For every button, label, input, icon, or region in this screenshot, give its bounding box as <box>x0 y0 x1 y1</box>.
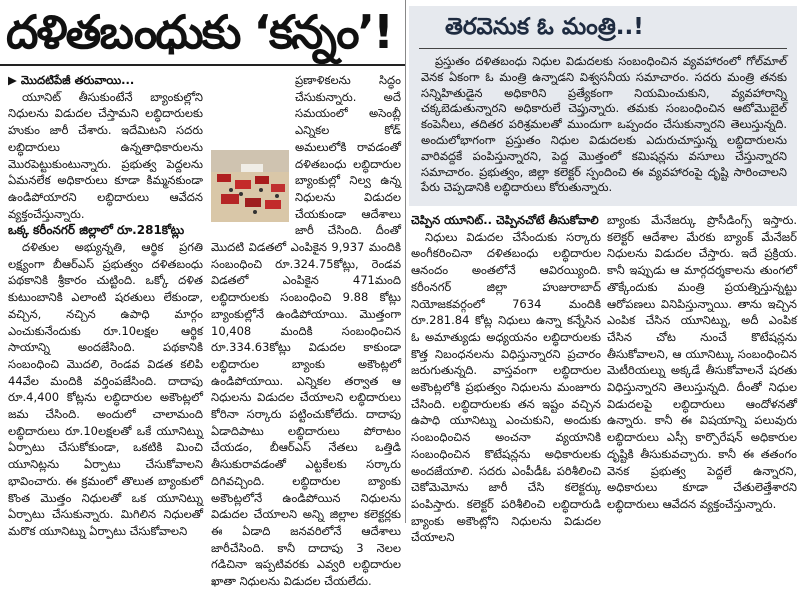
story-paragraph: ప్రస్తుతం దళితబంధు నిధుల విడుదలకు సంబంధించిన వ్యవహారంలో గోల్‌మాల్ వెనక ఏకంగా ఓ మంత్రి ఉన్నాడని విశ్వసనీయ సమాచారం. సదరు మంత్రి తనకు సన్నిహితుడైన అధికారిని ప్రత్యేకంగా నియమించుకుని, వ్యవహారాన్ని చక్కబెడుతున్నారని అధికారులే చెప్తున్నారు. తమకు సంబంధించిన ఆటోమొబైల్ కంపెనీలు, తదితర పరిశ్రమలతో ముందుగా ఒప్పందం చేసుకున్నారని తెలుస్తున్నది. అందులోభాగంగా ప్రస్తుతం నిధుల విడుదలకు ఎదురుచూస్తున్న లబ్ధిదారులను వారివద్దకే పంపిస్తున్నారని, పెద్ద మొత్తంలో కమిషన్లను వసూలు చేస్తున్నారని సమాచారం. ప్రభుత్వం, జిల్లా కలెక్టర్ స్పందించి ఈ వ్యవహారంపై దృష్టి సారించాలని పేరు చెప్పడానికి లబ్ధిదారులు కోరుతున్నారు. <box>421 54 787 195</box>
headline: దళితబంధుకు ‘కన్నం’! <box>6 5 392 59</box>
sidebar-subheading: చెప్పిన యూనిట్.. చెప్పినచోటే తీసుకోవాలి <box>411 213 599 227</box>
sidebar-column-1 <box>411 212 601 545</box>
story-paragraph: దళితుల అభ్యున్నతి, ఆర్థిక ప్రగతి లక్ష్యంగా బీఆర్ఎస్ ప్రభుత్వం దళితబంధు పథకానికి శ్రీకారం చుట్టింది. ఒక్కో దళిత కుటుంబానికి ఎలాంటి షరతులు లేకుండా, వచ్చిన, నచ్చిన ఉపాధి మార్గం ఎంచుకునేందుకు రూ.10లక్షల ఆర్థిక సాయాన్ని అందజేసింది. పథకానికి సంబంధించి మొదలి, రెండవ విడత కలిపి 44వేల మందికి వర్తింపజేసింది. దాదాపు రూ.4,400 కోట్లను లబ్ధిదారుల అకౌంట్లలో జమ చేసింది. అందులో చాలామంది లబ్ధిదారులు రూ.10లక్షలతో ఒకే యూనిట్ను ఏర్పాటు చేసుకోకుండా, ఒకటికి మించి యూనిట్లను ఏర్పాటు చేసుకోవాలని భావించారు. ఈ క్రమంలో తొలుత బ్యాంకులో కొంత మొత్తం నిధులతో ఒక యూనిట్ను ఏర్పాటు చేసుకున్నారు. మిగిలిన నిధులతో మరొక యూనిట్ను ఏర్పాటు చేసుకోవాలని <box>8 240 203 538</box>
sidebar-story <box>409 0 800 545</box>
sidebar-title: తెరవెనుక ఓ మంత్రి..! <box>445 14 644 40</box>
crowd-photo-icon <box>211 150 289 222</box>
news-photo <box>211 150 289 222</box>
story-paragraph: యూనిట్ తీసుకుంటేనే బ్యాంకుల్లోని నిధులను విడుదల చేస్తామని లబ్ధిదారులకు హుకుం జారీ చేశారు. ఇదేమిటని సదరు లబ్ధిదారులు ఉన్నతాధికారులను మొరపెట్టుకుంటున్నారు. ప్రభుత్వ పెద్దలను ఏమనలేక అధికారులు కూడా కిమ్మనకుండా ఉండిపోయారని లబ్ధిదారులు ఆవేదన వ్యక్తంచేస్తున్నారు. <box>8 89 203 221</box>
main-story-column-1 <box>8 72 203 538</box>
sidebar-intro <box>421 54 787 204</box>
headline-rule <box>0 64 405 66</box>
main-story-column-2 <box>211 72 401 589</box>
subheading: ఒక్క కరీంనగర్ జిల్లాలో రూ.281కోట్లు <box>8 223 185 238</box>
sidebar-title-rule <box>419 48 787 49</box>
story-paragraph: నిధులు విడుదల చేసేందుకు సర్కారు అంగీకరించినా దళితబంధు లబ్ధిదారుల ఆనందం అంతలోనే ఆవిరయ్యింది. కరీంనగర్ జిల్లా హుజురాబాద్ నియోజకవర్గంలో 7634 మందికి రూ.281.84 కోట్ల నిధులు ఉన్నా కన్నేసిన ఓ అమాత్యుడు అధ్యయనం లబ్ధిదారులకు కొత్త నిబంధనలను విధిస్తున్నారని ప్రచారం జరుగుతున్నది. వాస్తవంగా లబ్ధిదారుల అకౌంట్లలోకి ప్రభుత్వం నిధులను మంజూరు చేసింది. లబ్ధిదారులకు తన ఇష్టం వచ్చిన ఉపాధి యూనిట్ను ఎంచుకుని, అందుకు సంబంధించిన అంచనా వ్యయానికి సంబంధించిన కొటేషన్లను అధికారులకు అందజేయాలి. సదరు ఎంపీడీఓ పరిశీలించి చెకోమెమోను జారీ చేసి కలెక్టర్కు పంపిస్తారు. కలెక్టర్ పరిశీలించి లబ్ధిదారుడి బ్యాంకు అకౌంట్లోని నిధులను విడుదల చేయాలని <box>411 229 601 545</box>
continued-from-front-page: ▶ మొదటిపేజీ తరువాయి... <box>8 73 135 87</box>
story-paragraph: బ్యాంకు మేనేజర్కు ప్రొసీడింగ్స్ ఇస్తారు. కలెక్టర్ ఆదేశాల మేరకు బ్యాంక్ మేనేజర్ నిధులను విడుదల చేస్తారు. ఇదే ప్రక్రియ. కానీ ఇప్పుడు ఆ మార్గదర్శకాలను తుంగలో తొక్కేందుకు మంత్రి ప్రయత్నిస్తున్నట్టు ఆరోపణలు వినిపిస్తున్నాయి. తాను ఇచ్చిన ఎంపిక చేసిన యూనిట్ను, అదీ ఎంపిక చేసిన చోట నుంచే కొటేషన్లను తీసుకోవాలని, ఆ యూనిట్కు సంబంధించిన మెటీరియల్ను అక్కడే తీసుకోవాలనే షరతు విధిస్తున్నారని తెలుస్తున్నది. దీంతో నిధుల విడుదలపై లబ్ధిదారులు ఆందోళనతో ఉన్నారు. కానీ ఈ విషయాన్ని పలువురు లబ్ధిదారులు ఎస్సీ కార్పొరేషన్ అధికారుల దృష్టికి తీసుకువచ్చారు. కానీ ఈ తతంగం వెనక ప్రభుత్వ పెద్దలే ఉన్నారని, అధికారులు కూడా చేతులెత్తేశారని లబ్ధిదారులు ఆవేదన వ్యక్తంచేస్తున్నారు. <box>607 213 797 511</box>
sidebar-column-2 <box>607 212 797 522</box>
column-divider <box>405 0 406 523</box>
sidebar-box <box>409 6 797 206</box>
story-paragraph: ప్రణాళికలను సిద్ధం చేసుకున్నారు. అదే సమయంలో అసెంబ్లీ ఎన్నికల కోడ్ అమలులోకి రావడంతో దళితబంధు లబ్ధిదారుల బ్యాంకుల్లో నిల్వ ఉన్న నిధులను విడుదల చేయకుండా ఆదేశాలు జారీ చేసింది. దీంతో మొదటి విడతలో ఎంపికైన 9,937 మందికి సంబంధించి రూ.324.75కోట్లు, రెండవ విడతలో ఎంపికైన 471మంది లబ్ధిదారులకు సంబంధించి 9.88 కోట్లు బ్యాంకుల్లోనే ఉండిపోయాయి. మొత్తంగా 10,408 మందికి సంబంధించిన రూ.334.63కోట్లు విడుదల కాకుండా లబ్ధిదారుల బ్యాంకు అకౌంట్లలో ఉండిపోయాయి. ఎన్నికల తర్వాత ఆ నిధులను విడుదల చేయాలని లబ్ధిదారులు కోరినా సర్కారు పట్టించుకోలేదు. దాదాపు ఏడాదిపాటు లబ్ధిదారులు పోరాటం చేయడం, బీఆర్ఎస్ నేతలు ఒత్తిడి తీసుకురావడంతో ఎట్టకేలకు సర్కారు దిగివచ్చింది. లబ్ధిదారుల బ్యాంకు అకౌంట్లలోనే ఉండిపోయిన నిధులను విడుదల చేయాలని అన్ని జిల్లాల కలెక్టర్లకు ఈ ఏడాది జనవరిలోనే ఆదేశాలు జారీచేసింది. కానీ దాదాపు 3 నెలల గడిచినా ఇప్పటివరకు ఎవ్వరి లబ్ధిదారుల ఖాతా నిధులను విడుదల చేయలేదు. <box>211 73 401 589</box>
